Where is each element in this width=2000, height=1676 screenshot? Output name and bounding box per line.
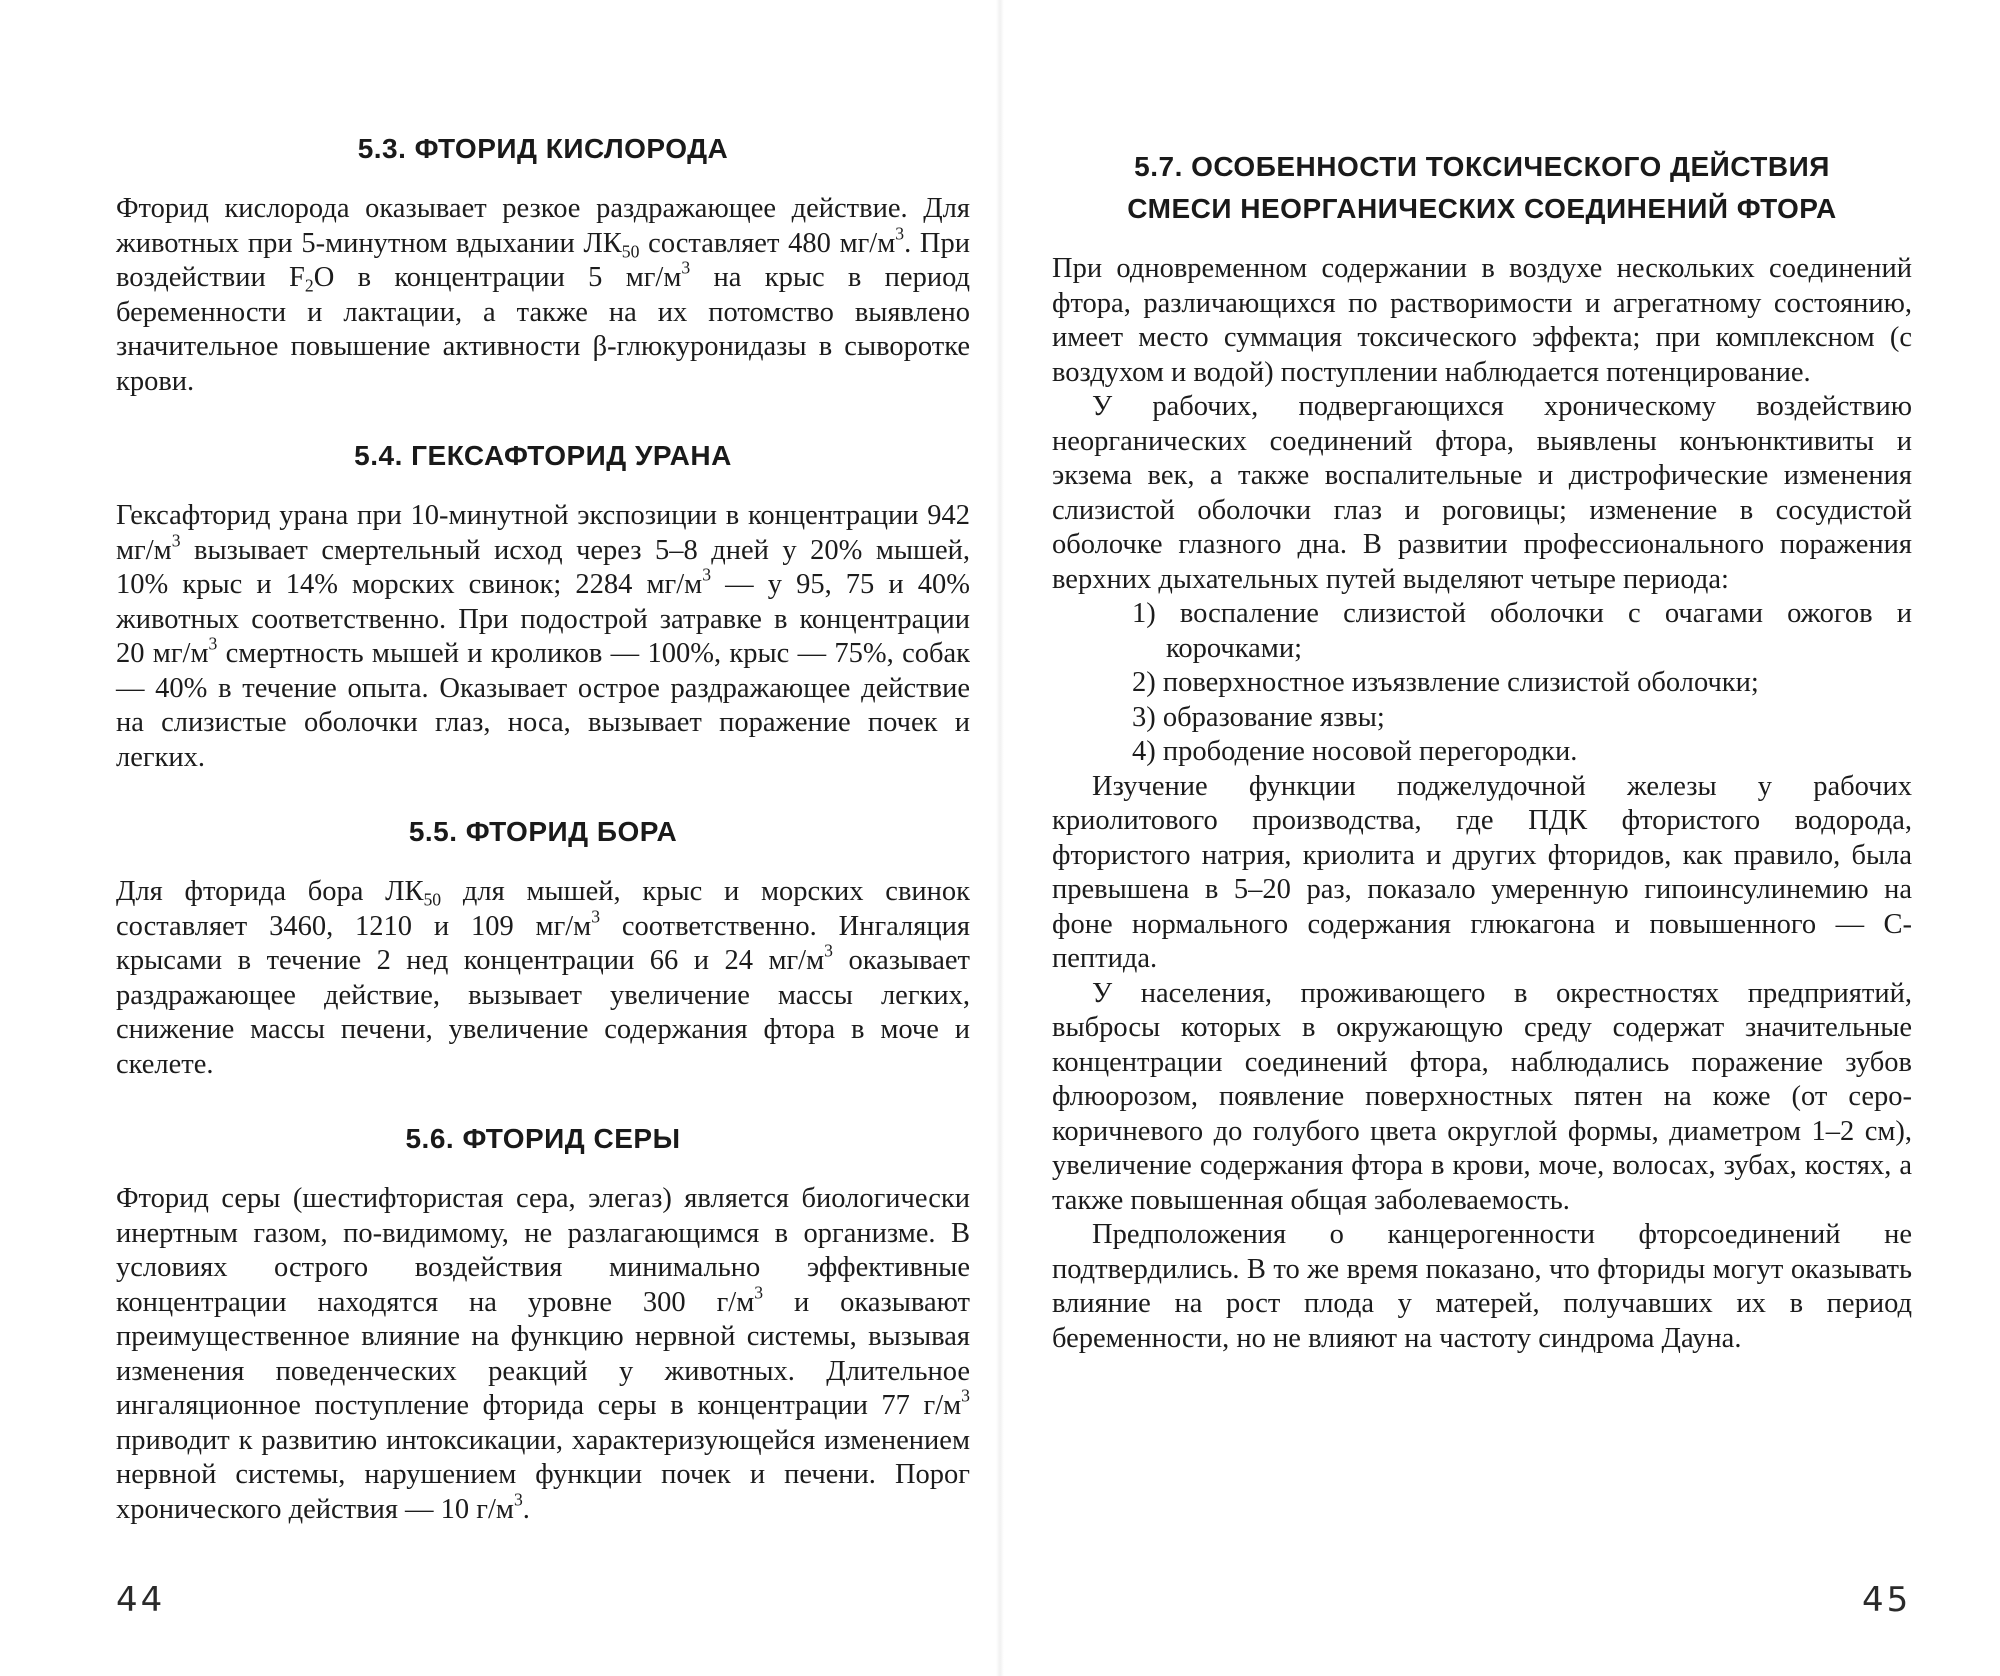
page-number-left: 44 [116, 1580, 166, 1620]
page-number-right: 45 [1862, 1580, 1912, 1620]
section-heading: 5.3. ФТОРИД КИСЛОРОДА [357, 133, 729, 164]
left-column [116, 128, 970, 1563]
section-uranium-hexafluoride [116, 435, 970, 775]
section-heading: 5.6. ФТОРИД СЕРЫ [405, 1123, 681, 1154]
section-sulfur-fluoride [116, 1118, 970, 1527]
section-heading-line1: 5.7. ОСОБЕННОСТИ ТОКСИЧЕСКОГО ДЕЙСТВИЯ [1134, 151, 1830, 182]
paragraph-carcinogenicity: Предположения о канцерогенности фторсоединений не подтвердились. В то же время показано, что фториды могут оказывать влияние на рост плода у матерей, получавших их в период беременности, но не влияют на частоту синдрома Дауна. [1052, 1219, 1912, 1354]
paragraph-pancreas: Изучение функции поджелудочной железы у рабочих криолитового производства, где ПДК фтористого водорода, фтористого натрия, криолита и других фторидов, как правило, была превышена в 5–20 раз, показало умеренную гипоинсулинемию на фоне нормального содержания глюкагона и повышенного — С-пептида. [1052, 770, 1912, 974]
section-text: Для фторида бора $ЛК_{50}$ для мышей, крыс и морских свинок составляет 3460, 1210 и 109 $мг/м^3$ соответственно. Ингаляция крысами в течение 2 нед концентрации 66 и 24 $мг/м^3$ оказывает раздражающее действие, вызывает увеличение массы легких, снижение массы печени, увеличение содержания фтора в моче и скелете. [116, 876, 970, 1080]
section-text: Фторид кислорода оказывает резкое раздражающее действие. Для животных при 5-минутном вдыхании $ЛК_{50}$ составляет 480 $мг/м^3$. При воздействии $F_2O$ в концентрации 5 $мг/м^3$ на крыс в период беременности и лактации, а также на их потомство выявлено значительное повышение активности β-глюкуронидазы в сыворотке крови. [116, 193, 970, 397]
section-heading-line2: СМЕСИ НЕОРГАНИЧЕСКИХ СОЕДИНЕНИЙ ФТОРА [1127, 193, 1837, 224]
paragraph-population: У населения, проживающего в окрестностях предприятий, выбросы которых в окружающую среду содержат значительные концентрации соединений фтора, наблюдались поражение зубов флюорозом, появление поверхностных пятен на коже (от серо-коричневого до голубого цвета округлой формы, диаметром 1–2 см), увеличение содержания фтора в крови, моче, волосах, зубах, костях, а также повышенная общая заболеваемость. [1052, 977, 1912, 1216]
section-text: Фторид серы (шестифтористая сера, элегаз) является биологически инертным газом, по-видимому, не разлагающимся в организме. В условиях острого воздействия минимально эффективные концентрации находятся на уровне 300 $г/м^3$ и оказывают преимущественное влияние на функцию нервной системы, вызывая изменения поведенческих реакций у животных. Длительное ингаляционное поступление фторида серы в концентрации 77 $г/м^3$ приводит к развитию интоксикации, характеризующейся изменением нервной системы, нарушением функции почек и печени. Порог хронического действия — 10 $г/м^3$. [116, 1183, 970, 1525]
paragraph-summation: При одновременном содержании в воздухе нескольких соединений фтора, различающихся по растворимости и агрегатному состоянию, имеет место суммация токсического эффекта; при комплексном (с воздухом и водой) поступлении наблюдается потенцирование. [1052, 253, 1912, 388]
periods-list [1052, 597, 1912, 770]
list-item: 4) прободение носовой перегородки. [1132, 736, 1578, 767]
section-heading: 5.5. ФТОРИД БОРА [408, 816, 678, 847]
list-item: 2) поверхностное изъязвление слизистой оболочки; [1132, 667, 1759, 698]
section-heading: 5.4. ГЕКСАФТОРИД УРАНА [354, 440, 732, 471]
paragraph-workers: У рабочих, подвергающихся хроническому воздействию неорганических соединений фтора, выявлены конъюнктивиты и экзема век, а также воспалительные и дистрофические изменения слизистой оболочки глаз и роговицы; изменение в сосудистой оболочке глазного дна. В развитии профессионального поражения верхних дыхательных путей выделяют четыре периода: [1052, 391, 1912, 595]
list-item: 1) воспаление слизистой оболочки с очагами ожогов и корочками; [1132, 598, 1912, 664]
list-item: 3) образование язвы; [1132, 701, 1385, 733]
section-text: Гексафторид урана при 10-минутной экспозиции в концентрации 942 $мг/м^3$ вызывает смертельный исход через 5–8 дней у 20% мышей, 10% крыс и 14% морских свинок; 2284 $мг/м^3$ — у 95, 75 и 40% животных соответственно. При подострой затравке в концентрации 20 $мг/м^3$ смертность мышей и кроликов — 100%, крыс — 75%, собак — 40% в течение опыта. Оказывает острое раздражающее действие на слизистые оболочки глаз, носа, вызывает поражение почек и легких. [116, 500, 970, 773]
section-boron-fluoride [116, 811, 970, 1082]
section-oxygen-fluoride [116, 128, 970, 399]
right-page [1000, 0, 2000, 1676]
right-column [1052, 146, 1912, 1356]
